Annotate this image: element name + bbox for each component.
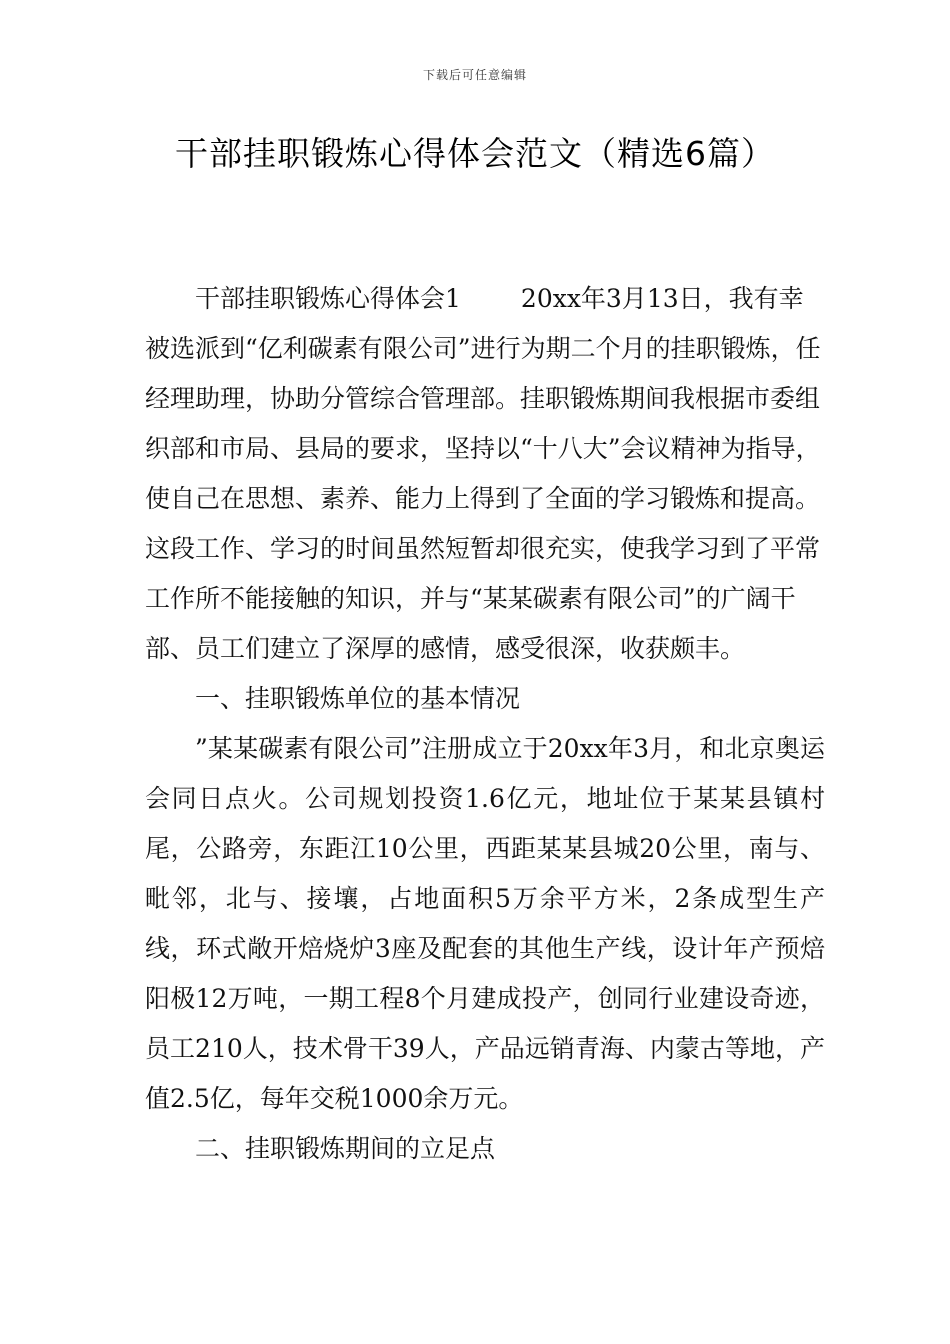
document-title: 干部挂职锻炼心得体会范文（精选6篇） <box>175 134 775 173</box>
paragraph-company-info: ”某某碳素有限公司”注册成立于20xx年3月，和北京奥运会同日点火。公司规划投资1.6亿元，地址位于某某县镇村尾，公路旁，东距江10公里，西距某某县城20公里，南与、毗邻，北与、接壤，占地面积5万余平方米，2条成型生产线，环式敞开焙烧炉3座及配套的其他生产线，设计年产预焙阳极12万吨，一期工程8个月建成投产，创同行业建设奇迹，员工210人，技术骨干39人，产品远销青海、内蒙古等地，产值2.5亿，每年交税1000余万元。 <box>145 734 825 1113</box>
paragraph-intro-body: 20xx年3月13日，我有幸被选派到“亿利碳素有限公司”进行为期二个月的挂职锻炼，任经理助理，协助分管综合管理部。挂职锻炼期间我根据市委组织部和市局、县局的要求，坚持以“十八大”会议精神为指导，使自己在思想、素养、能力上得到了全面的学习锻炼和提高。这段工作、学习的时间虽然短暂却很充实，使我学习到了平常工作所不能接触的知识，并与“某某碳素有限公司”的广阔干部、员工们建立了深厚的感情，感受很深，收获颇丰。 <box>145 284 821 663</box>
paragraph-intro <box>145 274 825 674</box>
section-heading-2: 二、挂职锻炼期间的立足点 <box>195 1134 496 1163</box>
document-body <box>145 274 825 1174</box>
section-heading-1: 一、挂职锻炼单位的基本情况 <box>195 684 521 713</box>
header-note: 下载后可任意编辑 <box>422 68 527 82</box>
paragraph-intro-heading: 干部挂职锻炼心得体会1 <box>195 284 461 313</box>
